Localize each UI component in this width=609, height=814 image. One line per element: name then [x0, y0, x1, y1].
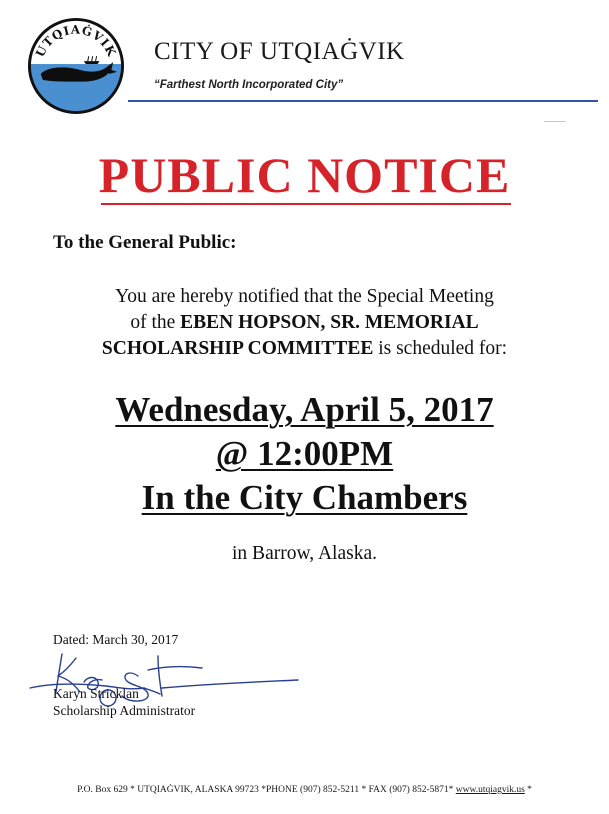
- salutation: To the General Public:: [53, 232, 237, 253]
- body-line-3-suffix: is scheduled for:: [373, 338, 508, 359]
- body-line-2: [20, 310, 589, 336]
- footer-trailing: *: [524, 785, 532, 795]
- city-seal-logo: [27, 17, 125, 115]
- website-link[interactable]: www.utqiagvik.us: [455, 785, 525, 795]
- dated-line: Dated: March 30, 2017: [53, 632, 179, 647]
- meeting-time: @ 12:00PM: [215, 434, 394, 473]
- meeting-date: Wednesday, April 5, 2017: [115, 390, 494, 429]
- committee-name-part-1: EBEN HOPSON, SR. MEMORIAL: [180, 312, 479, 333]
- body-line-3: [20, 336, 589, 362]
- header-divider: [128, 100, 598, 102]
- seal-text: UTQIAĠVIK: [32, 22, 120, 60]
- body-line-1: You are hereby notified that the Special Meeting: [115, 286, 494, 307]
- notice-body: [20, 284, 589, 362]
- city-tagline: “Farthest North Incorporated City”: [154, 79, 344, 91]
- meeting-place: In the City Chambers: [141, 478, 468, 517]
- city-name: CITY OF UTQIAĠVIK: [154, 38, 405, 65]
- footer-address: P.O. Box 629 * UTQIAĠVIK, ALASKA 99723 *PHONE (907) 852-5211 * FAX (907) 852-5871*: [77, 785, 456, 795]
- body-line-2-prefix: of the: [130, 312, 181, 333]
- signer-title: Scholarship Administrator: [53, 703, 196, 718]
- meeting-location: in Barrow, Alaska.: [232, 543, 377, 564]
- header-divider-accent: [544, 121, 566, 122]
- meeting-details: [0, 388, 609, 520]
- signer-name: Karyn Stricklan: [53, 686, 139, 701]
- footer-contact: [0, 785, 609, 795]
- title-underline: [101, 203, 511, 205]
- committee-name-part-2: SCHOLARSHIP COMMITTEE: [101, 338, 374, 359]
- notice-title: PUBLIC NOTICE: [98, 147, 511, 203]
